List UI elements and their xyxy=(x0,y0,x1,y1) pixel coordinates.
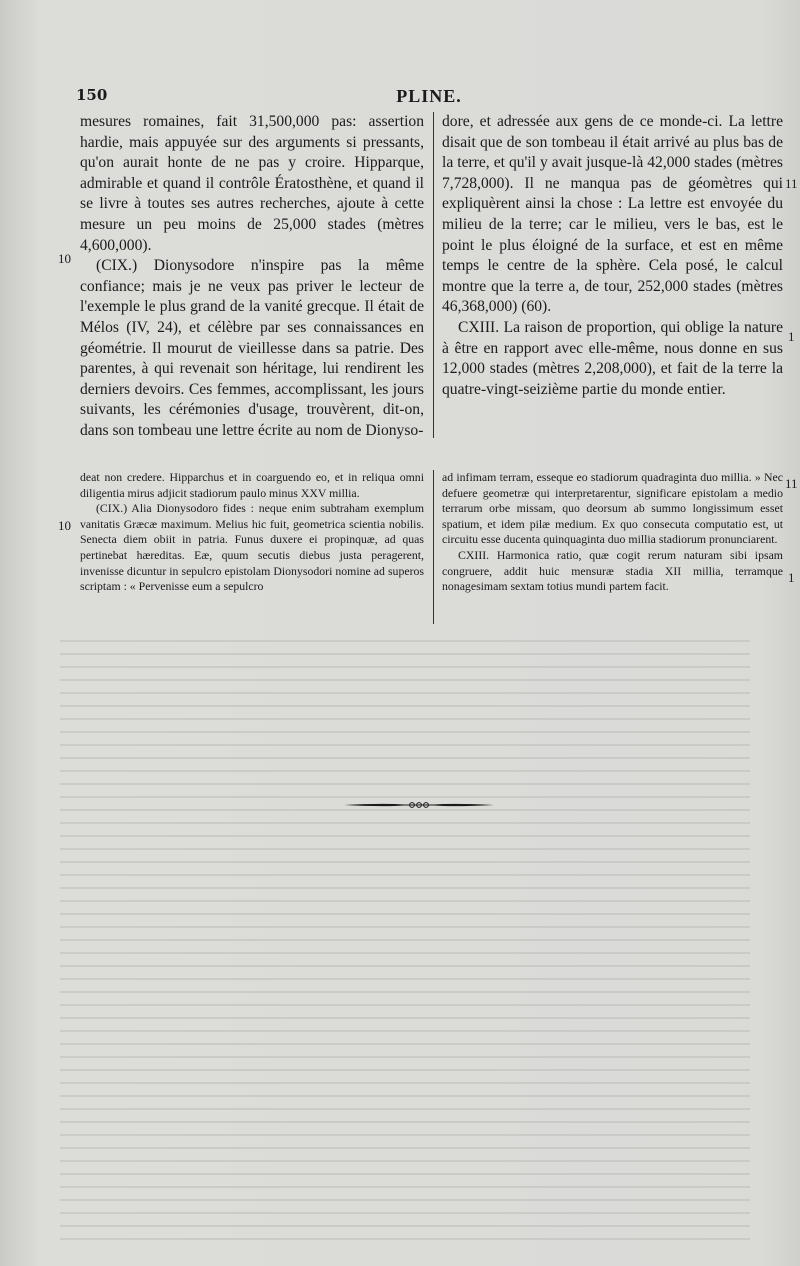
paragraph: (CIX.) Alia Dionysodoro fides : neque enim subtraham exemplum vanitatis Græcæ maximum. Melius hic fuit, geometrica scientia nobilis. Senecta diem obiit in patria. Funus duxere ei propinquæ, ad quas pertinebat hæreditas. Eæ, quum secutis diebus justa peragerent, invenisse dicuntur in sepulcro epistolam Dionysodori nomine ad superos scriptam : « Pervenisse eum a sepulcro xyxy=(80,501,424,594)
margin-line-number: 11 xyxy=(785,176,798,191)
page-number: 150 xyxy=(76,86,108,104)
column-divider xyxy=(433,470,434,624)
column-divider xyxy=(433,112,434,438)
french-column-left xyxy=(80,112,424,442)
ornament-rule xyxy=(344,800,494,810)
margin-line-number: 11 xyxy=(785,476,798,491)
paragraph: CXIII. La raison de proportion, qui oblige la nature à être en rapport avec elle-même, nous donne en sus 12,000 stades (mètres 2,208,000), et fait de la terre la quatre-vingt-seizième partie du monde entier. xyxy=(442,318,783,398)
paragraph: CXIII. Harmonica ratio, quæ cogit rerum naturam sibi ipsam congruere, addit huic mensuræ stadia XII millia, terramque nonagesimam sextam totius mundi partem facit. xyxy=(442,547,783,594)
margin-line-number: 1 xyxy=(788,570,795,585)
margin-line-number: 10 xyxy=(58,251,71,266)
paragraph: (CIX.) Dionysodore n'inspire pas la même confiance; mais je ne veux pas priver le lecteur de l'exemple le plus grand de la vanité grecque. Il était de Mélos (IV, 24), et célèbre par ses connaissances en géométrie. Il mourut de vieillesse dans sa patrie. Des parentes, à qui revenait son héritage, lui rendirent les derniers devoirs. Ces femmes, accomplissant, les jours suivants, les cérémonies d'usage, trouvèrent, dit-on, dans son tombeau une lettre écrite au nom de Dionyso- xyxy=(80,257,424,439)
page-header xyxy=(76,86,782,108)
latin-column-left xyxy=(80,470,424,595)
paragraph: ad infimam terram, esseque eo stadiorum quadraginta duo millia. » Nec defuere geometræ qui interpretarentur, significare epistolam a medio terrarum orbe missam, quo deorsum ab summo longissimum esset spatium, et idem pilæ medium. Ex quo consecuta computatio est, ut circuitu esse ducenta quinquaginta duo millia stadiorum pronunciarent. xyxy=(442,470,783,547)
latin-column-right xyxy=(442,470,783,595)
paragraph: deat non credere. Hipparchus et in coarguendo eo, et in reliqua omni diligentia mirus adjicit stadiorum paulo minus XXV millia. xyxy=(80,470,424,500)
french-column-right xyxy=(442,112,783,400)
bleed-through-text xyxy=(60,640,750,1240)
paragraph: mesures romaines, fait 31,500,000 pas: assertion hardie, mais appuyée sur des arguments si pressants, qu'on aurait honte de ne pas y croire. Hipparque, admirable et quand il contrôle Ératosthène, et quand il se livre à toutes ses autres recherches, ajoute à cette mesure un peu moins de 25,000 stades (mètres 4,600,000). xyxy=(80,113,424,254)
running-title: PLINE. xyxy=(396,86,462,106)
margin-line-number: 1 xyxy=(788,329,795,344)
margin-line-number: 10 xyxy=(58,518,71,533)
paragraph: dore, et adressée aux gens de ce monde-ci. La lettre disait que de son tombeau il était arrivé au plus bas de la terre, et qu'il y avait jusque-là 42,000 stades (mètres 7,728,000). Il ne manqua pas de géomètres qui expliquèrent ainsi la chose : La lettre est envoyée du milieu de la terre; car le milieu, vers le bas, est le point le plus éloigné de la surface, et est en même temps le centre de la sphère. Cela posé, le calcul montre que la terre a, de tour, 252,000 stades (mètres 46,368,000) (60). xyxy=(442,113,783,316)
